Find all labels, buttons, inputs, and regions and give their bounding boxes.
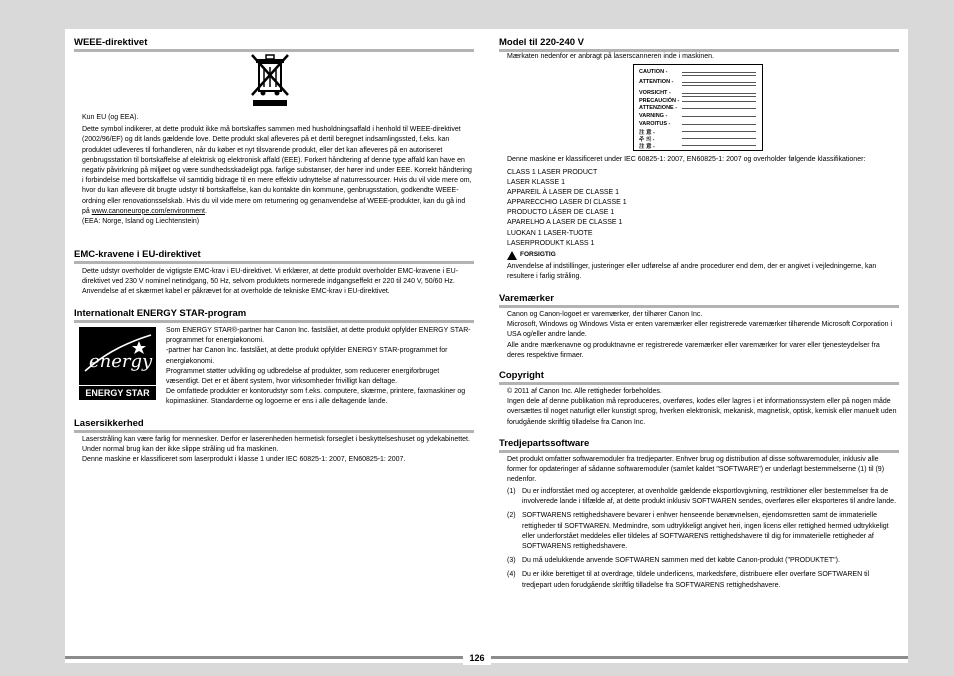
copyright-p1: © 2011 af Canon Inc. Alle rettigheder forbeholdes.	[507, 388, 662, 395]
emc-body: Dette udstyr overholder de vigtigste EMC-krav i EU-direktivet. Vi erklærer, at dette produkt overholder EMC-kravene i EU-direktivet ved 230 V nominel netindgang, 50 Hz, selvom produktets normerede indgangseffekt er 220 til 240 V, 50/60 Hz. Anvendelse af et skærmet kabel er påkrævet for at overholde de tekniske EMC-krav i EU-direktivet.	[82, 268, 459, 296]
weee-eu-note: Kun EU (og EEA).	[82, 114, 139, 121]
manual-page	[65, 29, 908, 663]
laser-safety-title: Lasersikkerhed	[74, 418, 474, 433]
warning-icon	[507, 251, 517, 260]
list-item: (4) Du er ikke berettiget til at overdrage, tildele underlicens, markedsføre, distribuere eller overføre SOFTWAREN til tredjepart uden forudgående skriftlig tilladelse fra SOFTWARENS rettighedshavere.	[507, 571, 870, 589]
caution-text: Anvendelse af indstillinger, justeringer eller udførelse af andre procedurer end dem, der er angivet i vejledningerne, kan resultere i farlig stråling.	[507, 263, 877, 281]
caution-heading: FORSIGTIG	[520, 251, 556, 258]
label-row: VORSICHT -	[639, 90, 671, 96]
energy-star-logo	[79, 327, 156, 400]
laser-class-item: CLASS 1 LASER PRODUCT	[507, 169, 598, 176]
trademarks-p1: Canon og Canon-logoet er varemærker, der tilhører Canon Inc.	[507, 311, 703, 318]
energy-star-p4: De omfattede produkter er kontorudstyr som f.eks. computere, skærme, printere, faxmaskiner og kopimaskiner. Standarderne og logoerne er ens i alle deltagende lande.	[166, 388, 466, 406]
laser-class-item: LUOKAN 1 LASER-TUOTE	[507, 229, 593, 237]
laser-class-item: LASER KLASSE 1	[507, 179, 565, 187]
laser-safety-p2: Denne maskine er klassificeret som laserprodukt i klasse 1 under IEC 60825-1: 2007, EN60825-1: 2007.	[82, 456, 406, 464]
model-intro: Mærkaten nedenfor er anbragt på laserscanneren inde i maskinen.	[507, 53, 715, 60]
canon-environment-link[interactable]: www.canoneurope.com/environment	[91, 207, 205, 215]
energy-star-p3: Programmet støtter udvikling og udbredelse af produkter, som reducerer energiforbruget væsentligt. Det er et åbent system, hvor virksomheder frivilligt kan deltage.	[166, 367, 440, 386]
label-row: CAUTION -	[639, 69, 668, 75]
weee-body: Dette symbol indikerer, at dette produkt ikke må bortskaffes sammen med husholdningsaffald i henhold til WEEE-direktivet (2002/96/EF) og dit lands gældende love. Dette produkt skal afleveres på et dertil beregnet indsamlingssted, f.eks. kan produktet udleveres til forhandleren, når du køber et nyt tilsvarende produkt, eller det kan afleveres på en autoriseret genbrugsstation til bortskaffelse af elektrisk og elektronisk affald (EEE). Forkert håndtering af denne type affald kan have en negativ påvirkning på miljøet og være sundhedsskadeligt pga. farlige substanser, der hører ind under EEE. Korrekt håndtering i forbindelse med bortskaffelse vil samtidig bidrage til en mere effektiv udnyttelse af naturressourcer. Hvis du vil vide mere om, hvor du kan aflevere dit brugte udstyr til bortskaffelse, kan du kontakte din kommune, genbrugsstation, godkendte WEEE-ordning eller renovationsselskab. Hvis du vil vide mere om returnering og genanvendelse af WEEE-produkter, kan du gå ind på www.canoneurope.com/environment.	[82, 126, 472, 215]
label-row: ATTENZIONE -	[639, 105, 678, 111]
laser-class-item: APARELHO A LASER DE CLASSE 1	[507, 219, 623, 227]
list-item: (2) SOFTWARENS rettighedshavere bevarer i enhver henseende benævnelsen, ejendomsretten samt de immaterielle rettigheder til SOFTWAREN. Medmindre, som udtrykkeligt angivet heri, ingen licens eller rettighed hermed udtrykkeligt eller underforstået meddeles eller tildeles af SOFTWARENS rettighedshavere til dig for immaterielle rettigheder af SOFTWARENS rettighedshavere.	[507, 512, 889, 551]
label-row: 注 意 -	[639, 130, 655, 136]
third-party-title: Tredjepartssoftware	[499, 438, 899, 453]
third-party-intro: Det produkt omfatter softwaremoduler fra tredjeparter. Enhver brug og distribution af disse softwaremoduler, inklusiv alle former for opdateringer af sådanne softwaremoduler (samlet kaldet "SOFTWARE") er underlagt bestemmelserne (1) til (9) nedenfor.	[507, 456, 885, 484]
trademarks-p3: Alle andre mærkenavne og produktnavne er registrerede varemærker eller varemærker for varer eller tjenesteydelser fra deres respektive firmaer.	[507, 341, 880, 359]
energy-star-p1: Som ENERGY STAR®-partner har Canon Inc. fastslået, at dette produkt opfylder ENERGY STAR-programmet for energiøkonomi.	[166, 327, 471, 345]
label-row: 注 意 -	[639, 144, 655, 150]
energy-star-p2: -partner har Canon Inc. fastslået, at dette produkt opfylder ENERGY STAR-programmet for energiøkonomi.	[166, 347, 448, 365]
list-item: (3) Du må udelukkende anvende SOFTWAREN sammen med det købte Canon-produkt ("PRODUKTET").	[507, 557, 840, 565]
laser-class-item: APPAREIL À LASER DE CLASSE 1	[507, 189, 620, 197]
crossed-out-bin-icon	[249, 51, 291, 107]
energy-star-swoosh-icon	[79, 327, 156, 383]
third-party-list	[507, 487, 899, 591]
label-row: ATTENTION -	[639, 79, 674, 85]
model-classification: Denne maskine er klassificeret under IEC 60825-1: 2007, EN60825-1: 2007 og overholder følgende klassifikationer:	[507, 156, 866, 163]
label-row: VARNING -	[639, 113, 668, 119]
copyright-p2: Ingen dele af denne publikation må reproduceres, overføres, kodes eller lagres i et informationssystem eller på nogen måde oversættes til noget naturligt eller kunstigt sprog, hverken elektronisk, mekanisk, magnetisk, optisk, kemisk eller manuelt uden forudgående skriftlig tilladelse fra Canon Inc.	[507, 398, 897, 426]
energy-star-logo-text: ENERGY STAR	[79, 385, 156, 400]
laser-class-item: LASERPRODUKT KLASS 1	[507, 239, 595, 247]
copyright-title: Copyright	[499, 370, 899, 385]
laser-safety-p1: Laserstråling kan være farlig for mennesker. Derfor er laserenheden hermetisk forseglet i beskyttelseshuset og ydekabinettet. Under normal brug kan der ikke slippe stråling ud fra maskinen.	[82, 436, 470, 454]
page-number: 126	[463, 651, 491, 665]
energy-star-title: Internationalt ENERGY STAR-program	[74, 308, 474, 323]
label-row: VAROITUS -	[639, 121, 671, 127]
list-item: (1) Du er indforstået med og accepterer, at ovenholde gældende eksportlovgivning, restriktioner eller bestemmelser fra de involverede lande i tilfælde af, at dette produkt inklusiv SOFTWAREN sendes, overføres eller eksporteres til andre lande.	[507, 488, 897, 506]
laser-class-list	[507, 168, 899, 249]
laser-warning-label	[633, 64, 763, 151]
trademarks-title: Varemærker	[499, 293, 899, 308]
emc-title: EMC-kravene i EU-direktivet	[74, 249, 474, 264]
weee-eea-note: (EEA: Norge, Island og Liechtenstein)	[82, 218, 200, 226]
model-title: Model til 220-240 V	[499, 37, 899, 52]
label-row: PRECAUCIÓN -	[639, 98, 680, 104]
weee-title: WEEE-direktivet	[74, 37, 474, 52]
laser-class-item: APPARECCHIO LASER DI CLASSE 1	[507, 199, 627, 207]
laser-class-item: PRODUCTO LÁSER DE CLASE 1	[507, 209, 615, 217]
label-row: 주 의 -	[639, 137, 655, 143]
trademarks-p2: Microsoft, Windows og Windows Vista er enten varemærker eller registrerede varemærker tilhørende Microsoft Corporation i USA og/eller andre lande.	[507, 321, 893, 339]
svg-text:energy: energy	[89, 351, 153, 372]
